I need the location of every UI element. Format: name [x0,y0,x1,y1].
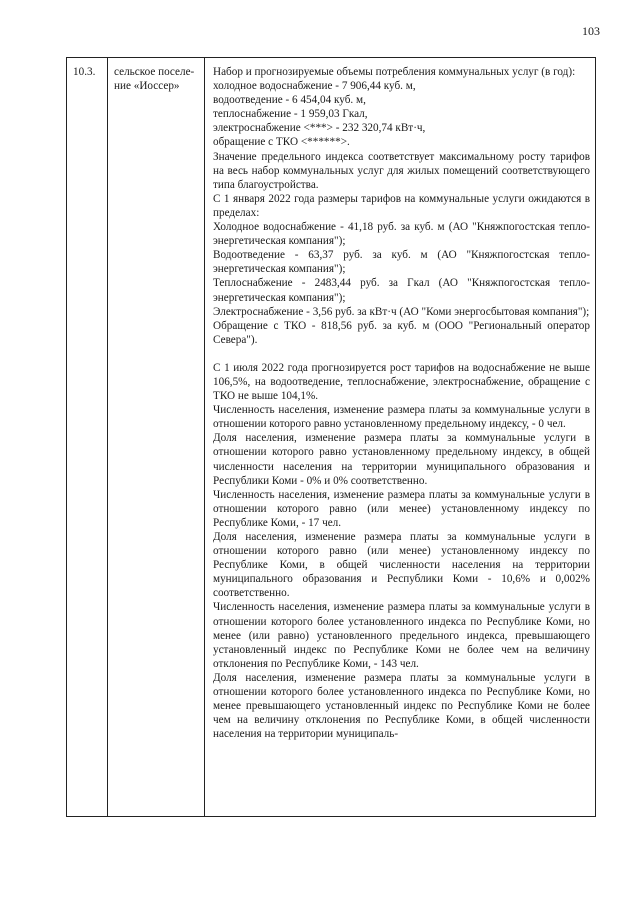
paragraph-electricity-tariff: Электроснабжение - 3,56 руб. за кВт·ч (АО "Коми энергосбытовая компания"); [213,305,590,318]
paragraph-population-above-index: Численность населения, изменение размера платы за коммунальные услуги в отношении которого более установленного индекса по Республике Коми, но менее (или равно) установленного предельного индекса, превышающего установленный индекс по Республике Коми не более чем на величину отклонения по Республике Коми, - 143 чел. [213,601,590,670]
paragraph-population-below-index: Численность населения, изменение размера платы за коммунальные услуги в отношении которого равно (или менее) установленному индексу по Республике Коми, - 17 чел. [213,488,590,529]
paragraph-cold-water-volume: холодное водоснабжение - 7 906,44 куб. м, [213,80,416,93]
settlement-name-line1: сельское поселе- [114,66,195,78]
paragraph-share-equal-limit: Доля населения, изменение размера платы за коммунальные услуги в отношении которого равно установленному предельному индексу, в общей численности населения на территории муниципального образования и Республики Коми - 0% и 0% соответственно. [213,432,590,487]
row-number: 10.3. [73,66,96,78]
paragraph-heat-volume: теплоснабжение - 1 959,03 Гкал, [213,108,368,121]
paragraph-share-above-index: Доля населения, изменение размера платы за коммунальные услуги в отношении которого более установленного индекса по Республике Коми, но менее превышающего установленный индекс по Республике Коми не более чем на величину отклонения по Республике Коми, в общей численности населения на территории муниципаль- [213,671,590,741]
paragraph-january-intro: С 1 января 2022 года размеры тарифов на коммунальные услуги ожидаются в пределах: [213,192,590,219]
paragraph-waste-volume: обращение с ТКО <******>. [213,136,350,149]
row-number-cell [67,58,108,816]
description-cell [205,58,595,816]
paragraph-waste-tariff: Обращение с ТКО - 818,56 руб. за куб. м (ООО "Региональный оператор Севера"). [213,319,590,346]
paragraph-wastewater-tariff: Водоотведение - 63,37 руб. за куб. м (АО "Княжпогостская тепло-энергетическая компания"); [213,249,590,276]
settlement-cell [108,58,205,816]
paragraph-cold-water-tariff: Холодное водоснабжение - 41,18 руб. за куб. м (АО "Княжпогостская тепло-энергетическая компания"); [213,221,590,248]
paragraph-july-growth: С 1 июля 2022 года прогнозируется рост тарифов на водоснабжение не выше 106,5%, на водоотведение, теплоснабжение, электроснабжение, обращение с ТКО не выше 104,1%. [213,361,590,403]
paragraph-share-below-index: Доля населения, изменение размера платы за коммунальные услуги в отношении которого равно (или менее) установленному индексу по Республике Коми, в общей численности населения на территории муниципального образования и Республики Коми - 10,6% и 0,002% соответственно. [213,531,590,600]
paragraph-population-equal-limit: Численность населения, изменение размера платы за коммунальные услуги в отношении которого равно установленному предельному индексу, - 0 чел. [213,404,590,431]
settlement-name-line2: ние «Иоссер» [114,80,180,93]
tariff-table [66,57,596,817]
page-number: 103 [582,24,600,38]
paragraph-electricity-volume: электроснабжение <***> - 232 320,74 кВт·ч, [213,122,426,135]
paragraph-spacer [213,347,590,361]
paragraph-consumption-intro: Набор и прогнозируемые объемы потребления коммунальных услуг (в год): [213,66,576,78]
paragraph-index-note: Значение предельного индекса соответствует максимальному росту тарифов на весь набор коммунальных услуг для жилых помещений соответствующего типа благоустройства. [213,150,590,191]
paragraph-wastewater-volume: водоотведение - 6 454,04 куб. м, [213,94,366,107]
paragraph-heat-tariff: Теплоснабжение - 2483,44 руб. за Гкал (АО "Княжпогостская тепло-энергетическая компания"); [213,277,590,304]
